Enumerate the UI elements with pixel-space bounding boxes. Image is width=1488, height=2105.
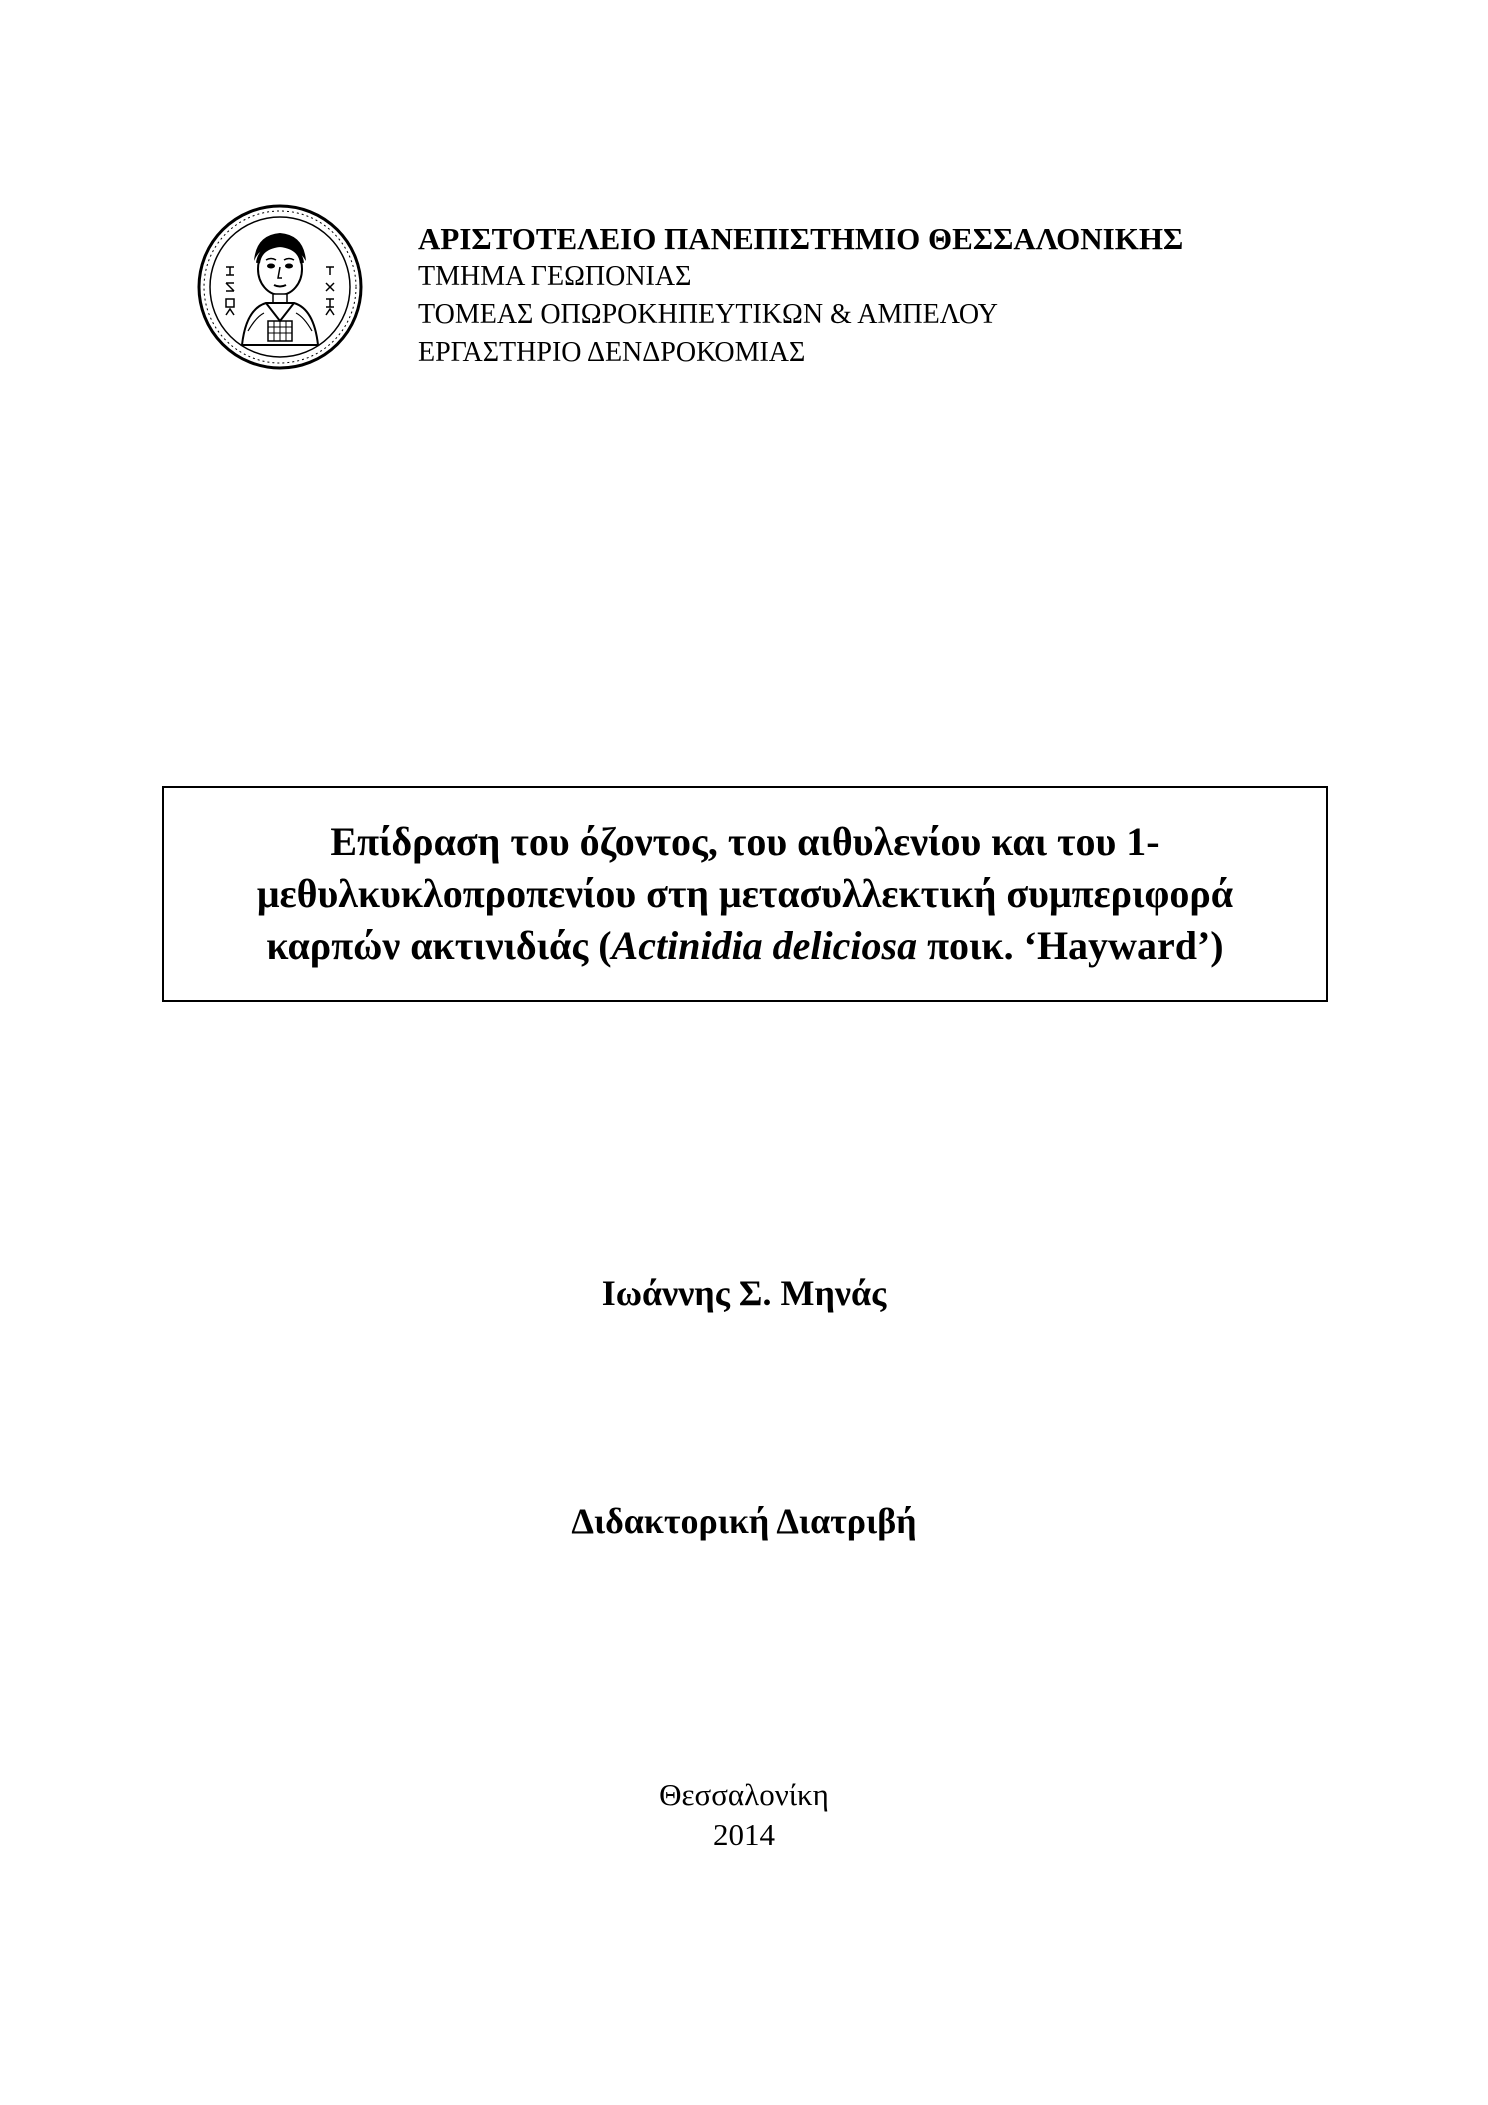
university-seal-icon [196,203,364,371]
laboratory-name: ΕΡΓΑΣΤΗΡΙΟ ΔΕΝΔΡΟΚΟΜΙΑΣ [418,337,806,368]
division-name: ΤΟΜΕΑΣ ΟΠΩΡΟΚΗΠΕΥΤΙΚΩΝ & ΑΜΠΕΛΟΥ [418,299,998,330]
thesis-title-line-3 [266,920,1223,972]
species-name: Actinidia deliciosa [611,923,918,968]
university-name: ΑΡΙΣΤΟΤΕΛΕΙΟ ΠΑΝΕΠΙΣΤΗΜΙΟ ΘΕΣΣΑΛΟΝΙΚΗΣ [418,221,1184,256]
institution-header [418,220,1418,372]
degree-type: Διδακτορική Διατριβή [571,1501,917,1541]
year: 2014 [713,1817,775,1852]
thesis-title-line-2: μεθυλκυκλοπροπενίου στη μετασυλλεκτική συμπεριφορά [256,871,1234,916]
author-name: Ιωάννης Σ. Μηνάς [601,1273,887,1313]
title-line-3-prefix: καρπών ακτινιδιάς ( [266,923,612,968]
place: Θεσσαλονίκη [659,1777,829,1812]
title-line-3-suffix: ποικ. ‘Hayward’) [917,923,1224,968]
thesis-title-line-1: Επίδραση του όζοντος, του αιθυλενίου και του 1- [330,819,1160,864]
thesis-title-box [162,786,1328,1002]
department-name: ΤΜΗΜΑ ΓΕΩΠΟΝΙΑΣ [418,261,692,292]
